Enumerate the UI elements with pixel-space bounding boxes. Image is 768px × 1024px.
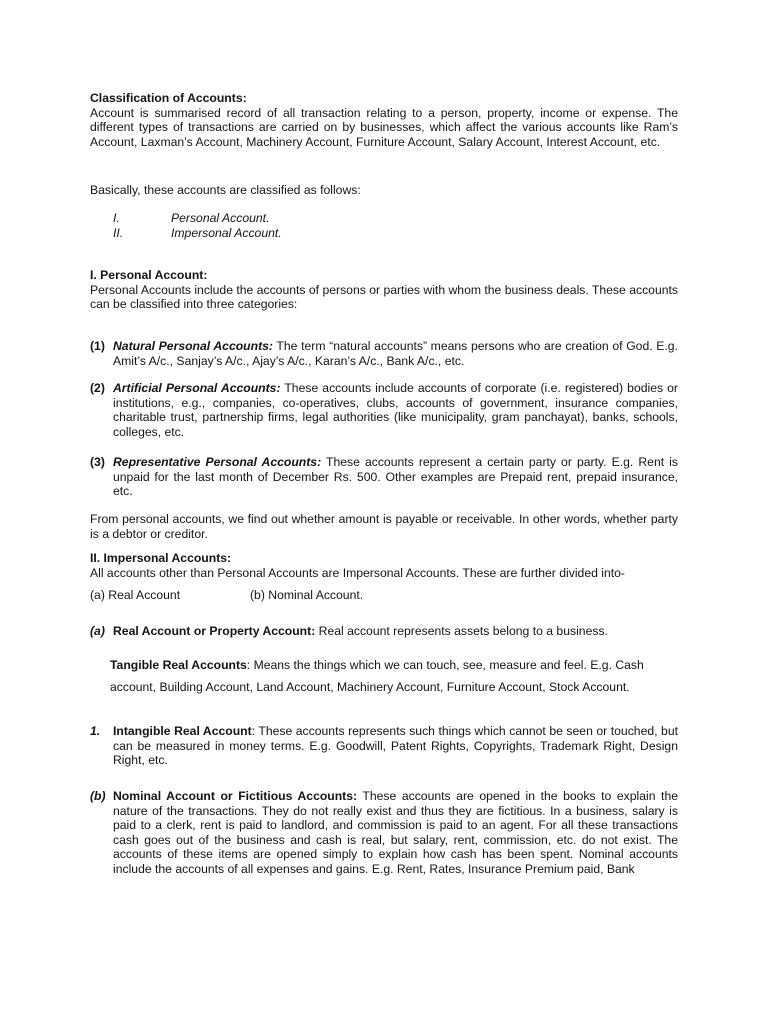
nominal-item — [90, 789, 678, 877]
item-number: (a) — [90, 624, 105, 638]
intangible-item — [90, 724, 678, 768]
item-number: (3) — [90, 455, 105, 469]
personal-section — [90, 268, 678, 312]
item-text: These accounts represent a certain party or party. E.g. Rent is unpaid for the last month of December Rs. 500. Other examples are Prepaid rent, prepaid insurance, etc. — [113, 455, 678, 499]
item-number: (2) — [90, 381, 105, 395]
personal-paragraph: Personal Accounts include the accounts of persons or parties with whom the business deals. These accounts can be classified into three categories: — [90, 282, 678, 312]
impersonal-option-a: (a) Real Account — [90, 588, 181, 602]
classification-paragraph: Account is summarised record of all transaction relating to a person, property, income or expense. The different types of transactions are carried on by businesses, which affect the various accounts like Ram’s Account, Laxman’s Account, Machinery Account, Furniture Account, Salary Account, Interest Account, etc. — [90, 105, 678, 149]
list-item-number-1: I. — [113, 211, 120, 225]
list-item-text-2: Impersonal Account. — [171, 226, 282, 240]
item-text: Real account represents assets belong to a business. — [315, 624, 608, 638]
item-text: These accounts are opened in the books to explain the nature of the transactions. They do not really exist and thus they are fictitious. In a business, salary is paid to a clerk, rent is paid to landlord, and commission is paid to an agent. For all these transactions cash goes out of the business and cash is real, but salary, rent, commission, etc. do not exist. The accounts of these items are opened simply to explain how cash has been spent. Nominal accounts include the accounts of all expenses and gains. E.g. Rent, Rates, Insurance Premium paid, Bank — [113, 789, 678, 876]
impersonal-paragraph: All accounts other than Personal Accounts are Impersonal Accounts. These are further divided into- — [90, 565, 625, 580]
item-text: These accounts include accounts of corporate (i.e. registered) bodies or institutions, e.g., companies, co-operatives, clubs, accounts of government, insurance companies, charitable trust, partnership firms, legal authorities (like municipality, gram panchayat), banks, schools, colleges, etc. — [113, 381, 678, 439]
item-title: Natural Personal Accounts: — [113, 339, 273, 353]
tangible-line-2: account, Building Account, Land Account, Machinery Account, Furniture Account, Stock Account. — [110, 680, 630, 694]
personal-closing: From personal accounts, we find out whether amount is payable or receivable. In other words, whether party is a debtor or creditor. — [90, 512, 678, 541]
item-text: : These accounts represents such things which cannot be seen or touched, but can be measured in money terms. E.g. Goodwill, Patent Rights, Copyrights, Trademark Right, Design Right, etc. — [113, 724, 678, 768]
item-number: (1) — [90, 339, 105, 353]
personal-item-3 — [90, 455, 678, 499]
personal-item-1 — [90, 339, 678, 368]
item-title: Nominal Account or Fictitious Accounts: — [113, 789, 358, 803]
list-item-text-1: Personal Account. — [171, 211, 270, 225]
real-account-item — [90, 624, 678, 639]
item-number: 1. — [90, 724, 101, 738]
tangible-title: Tangible Real Accounts — [110, 658, 247, 672]
tangible-text: : Means the things which we can touch, see, measure and feel. E.g. Cash — [246, 658, 644, 672]
item-title: Artificial Personal Accounts: — [113, 381, 281, 395]
impersonal-section — [90, 551, 678, 580]
classification-heading: Classification of Accounts: — [90, 91, 247, 105]
item-text: The term “natural accounts” means persons who are creation of God. E.g. Amit’s A/c., Sanjay’s A/c., Ajay’s A/c., Karan’s A/c., Bank A/c., etc. — [113, 339, 678, 368]
list-item-number-2: II. — [113, 226, 124, 240]
impersonal-option-b: (b) Nominal Account. — [250, 588, 364, 602]
item-title: Intangible Real Account — [113, 724, 252, 738]
basically-line: Basically, these accounts are classified as follows: — [90, 183, 361, 197]
tangible-line-1 — [110, 658, 644, 673]
item-title: Representative Personal Accounts: — [113, 455, 322, 469]
personal-item-2 — [90, 381, 678, 439]
item-title: Real Account or Property Account: — [113, 624, 316, 638]
personal-heading: I. Personal Account: — [90, 268, 208, 282]
classification-section — [90, 91, 678, 149]
impersonal-heading: II. Impersonal Accounts: — [90, 551, 232, 565]
item-number: (b) — [90, 789, 106, 803]
